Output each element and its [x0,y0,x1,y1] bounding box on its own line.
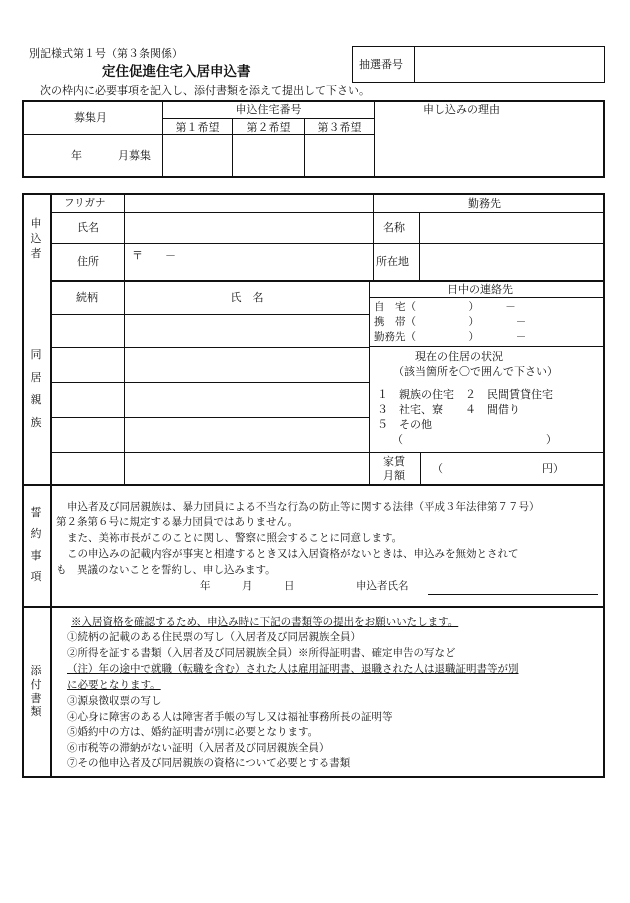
attachment-item-1: ①続柄の記載のある住民票の写し（入居者及び同居親族全員） [67,631,361,643]
applicant-name-field[interactable] [126,214,371,242]
attachments-section-label: 添 付 書 類 [30,664,42,719]
pledge-section-label: 誓 約 事 項 [30,506,42,584]
month-recruit-label: 月募集 [118,149,151,162]
recruit-month-label: 募集月 [74,111,107,124]
rent-amount-field[interactable]: （ 円） [432,462,564,475]
pledge-line-5: も 異議のないことを誓約し、申し込みます。 [56,564,276,576]
first-choice-field[interactable] [164,136,231,176]
family-name-label: 氏 名 [230,291,264,304]
family-section-label: 同 居 親 族 [30,348,42,429]
family-relation-field-2[interactable] [52,349,123,381]
workplace-location-field[interactable] [421,245,603,279]
family-relation-field-3[interactable] [52,384,123,416]
attachment-item-4: ④心身に障害のある人は障害者手帳の写し又は福祉事務所長の証明等 [67,711,393,723]
pledge-line-2: 第２条第６号に規定する暴力団員ではありません。 [56,516,299,528]
family-name-field-2[interactable] [126,349,368,381]
family-relation-field-5[interactable] [52,454,123,483]
form-title: 定住促進住宅入居申込書 [102,64,251,80]
residence-option-line3[interactable]: ５ その他 [377,418,432,431]
workplace-name-label: 名称 [383,221,405,234]
lottery-number-label: 抽選番号 [359,58,403,71]
pledge-line-4: この申込みの記載内容が事実と相違するとき又は入居資格がないときは、申込みを無効とされて [67,548,519,560]
residence-option-line2[interactable]: ３ 社宅、寮 ４ 間借り [377,403,520,416]
attachment-item-5: ⑤婚約中の方は、婚約証明書が別に必要となります。 [67,726,319,738]
attachment-item-2: ②所得を証する書類（入居者及び同居親族全員）※所得証明書、確定申告の写など [67,647,456,659]
attachment-item-3: ③源泉徴収票の写し [67,695,162,707]
pledge-date[interactable]: 年 月 日 [200,580,295,592]
workplace-name-field[interactable] [421,214,603,242]
reason-label: 申し込みの理由 [423,103,500,116]
family-relation-field-1[interactable] [52,316,123,346]
applicant-section-label: 申 込 者 [30,217,42,260]
reason-field[interactable] [376,120,603,176]
instruction-text: 次の枠内に必要事項を記入し、添付書類を添えて提出して下さい。 [40,84,370,97]
family-relation-field-4[interactable] [52,419,123,451]
second-choice-field[interactable] [234,136,303,176]
rent-label-2: 月額 [383,469,405,482]
year-label: 年 [71,149,82,162]
rent-label-1: 家賃 [383,455,405,468]
lottery-number-field[interactable] [416,48,602,81]
pledge-line-1: 申込者及び同居親族は、暴力団員による不当な行為の防止等に関する法律（平成３年法律第７７号） [67,501,540,513]
furigana-field[interactable] [126,196,371,211]
workplace-location-label: 所在地 [376,255,409,268]
residence-other-field[interactable]: （ ） [392,433,557,446]
contact-mobile[interactable]: 携 帯（ ） － [374,316,527,328]
residence-status-label: 現在の住居の状況 [415,350,503,363]
attachments-note: ※入居資格を確認するため、申込み時に下記の書類等の提出をお願いいたします。 [71,616,459,628]
workplace-label: 勤務先 [468,197,501,210]
postal-code-mark: 〒 － [132,249,176,262]
applicant-address-field[interactable] [126,260,371,278]
third-choice-field[interactable] [306,136,373,176]
residence-hint: （該当箇所を〇で囲んで下さい） [393,365,558,378]
signer-name-field[interactable] [428,594,598,595]
applicant-address-label: 住所 [77,255,99,268]
first-choice-label: 第１希望 [175,121,220,134]
pledge-line-3: また、美袮市長がこのことに関し、警察に照会することに同意します。 [67,532,403,544]
applicant-name-label: 氏名 [77,221,99,234]
family-name-field-3[interactable] [126,384,368,416]
day-contact-label: 日中の連絡先 [447,283,513,296]
third-choice-label: 第３希望 [317,121,362,134]
contact-work[interactable]: 勤務先（ ） － [374,331,527,343]
furigana-label: フリガナ [64,197,106,209]
residence-option-line1[interactable]: １ 親族の住宅 ２ 民間賃貸住宅 [377,388,553,401]
contact-home[interactable]: 自 宅（ ） － [374,301,516,313]
attachment-item-7: ⑦その他申込者及び同居親族の資格について必要とする書類 [67,757,351,769]
family-name-field-5[interactable] [126,454,368,483]
family-name-field-4[interactable] [126,419,368,451]
second-choice-label: 第２希望 [246,121,291,134]
relation-label: 続柄 [76,291,98,304]
family-name-field-1[interactable] [126,316,368,346]
attachment-note-3: （注）年の途中で就職（転職を含む）された人は雇用証明書、退職された人は退職証明書等が別 [67,663,519,675]
form-reference: 別記様式第１号（第３条関係） [29,47,183,60]
attachment-note-4: に必要となります。 [67,679,161,691]
signer-name-label: 申込者氏名 [356,580,409,592]
attachment-item-6: ⑥市税等の滞納がない証明（入居者及び同居親族全員） [67,742,330,754]
housing-number-label: 申込住宅番号 [235,103,302,116]
